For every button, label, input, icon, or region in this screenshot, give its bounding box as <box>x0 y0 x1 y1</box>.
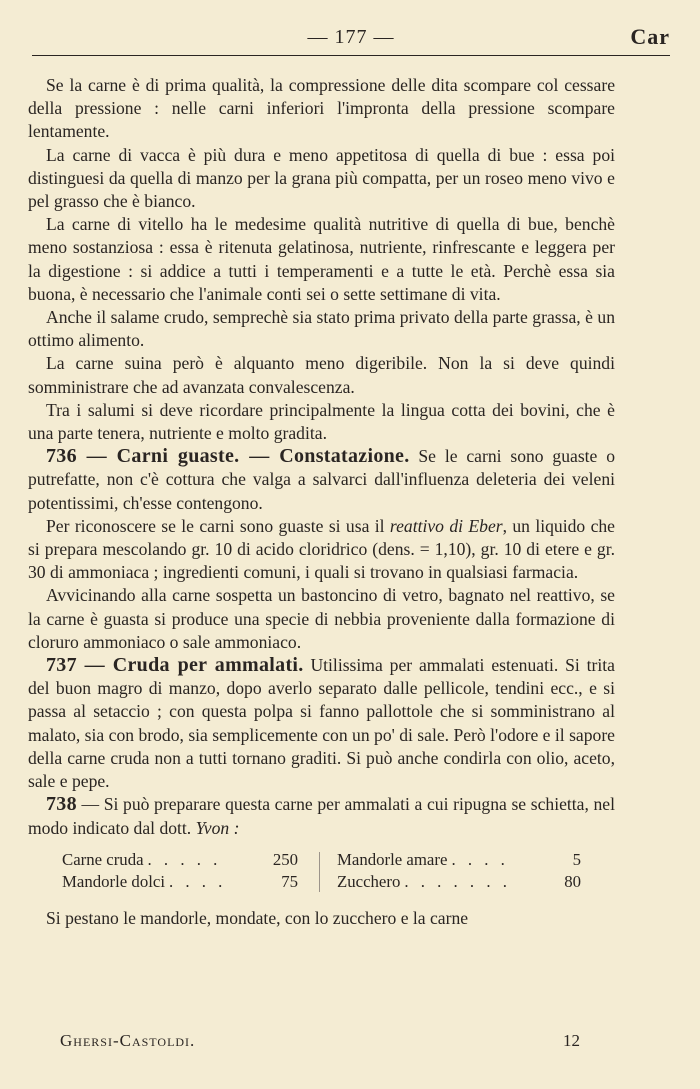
ingredient-row <box>62 849 298 871</box>
signature-mark: 12 <box>563 1031 580 1050</box>
guide-word: Car <box>630 24 670 49</box>
paragraph: Tra i salumi si deve ricordare principalmente la lingua cotta dei bovini, che è una parte tenera, nutriente e molto gradita. <box>28 399 615 444</box>
ingredient-qty: 250 <box>272 849 298 869</box>
section-text: — Si può preparare questa carne per ammalati a cui ripugna se schietta, nel modo indicato dal dott. <box>28 794 615 838</box>
section-736 <box>28 445 615 515</box>
section-heading: 736 — Carni guaste. — Constatazione. <box>46 445 410 468</box>
ingredient-table <box>28 849 615 895</box>
leader-dots: . . . . . . . <box>404 871 511 891</box>
page-body <box>28 74 615 930</box>
ingredient-row <box>62 871 298 893</box>
ingredient-name: Mandorle dolci <box>62 871 165 891</box>
section-text: Se le carni sono guaste o putrefatte, non c'è cottura che valga a salvarci dall'influenza deleteria dei veleni potentissimi, ch'esse contengono. <box>28 446 615 513</box>
leader-dots: . . . . . <box>147 849 222 869</box>
paragraph: Si pestano le mandorle, mondate, con lo zucchero e la carne <box>46 907 469 928</box>
paragraph <box>28 515 615 585</box>
paragraph: Avvicinando alla carne sospetta un bastoncino di vetro, bagnato nel reattivo, se la carne è guasta si produce una specie di nebbia proveniente dalla formazione di cloruro ammoniaco o sale ammoniaco. <box>28 585 615 652</box>
running-header <box>32 22 670 50</box>
section-heading: 737 — Cruda per ammalati. <box>46 654 304 677</box>
paragraph-text: , un liquido che si prepara mescolando gr. 10 di acido cloridrico (dens. = 1,10), gr. 10 di etere e gr. 30 di ammoniaca ; ingredienti comuni, i quali si trovano in qualsiasi farmacia. <box>28 515 615 583</box>
paragraph: Se la carne è di prima qualità, la compressione delle dita scompare col cessare della pressione : nelle carni inferiori l'impronta della pressione scompare lentamente. <box>28 75 615 142</box>
section-737 <box>28 654 615 793</box>
page-footer <box>60 1031 580 1055</box>
paragraph: La carne di vacca è più dura e meno appetitosa di quella di bue : essa poi distinguesi da quella di manzo per la grana più compatta, per un roseo meno vivo e pel grasso che è bianco. <box>28 144 615 212</box>
section-number: 738 <box>46 793 77 816</box>
author-name: Yvon : <box>195 817 240 838</box>
ingredient-qty: 80 <box>564 871 581 891</box>
footer-author: Ghersi-Castoldi. <box>60 1031 196 1050</box>
paragraph-text: Per riconoscere se le carni sono guaste si usa il <box>46 515 390 536</box>
section-text: Utilissima per ammalati estenuati. Si trita del buon magro di manzo, dopo averlo separato dalle pellicole, tendini ecc., e si passa al setaccio ; con questa polpa si fanno pallottole che si somministrano al malato, sia con brodo, sia semplicemente con un po' di sale. Però l'odore e il sapore della carne cruda non a tutti tornano graditi. Si può anche condirla con olio, aceto, sale e pepe. <box>28 655 615 792</box>
ingredient-qty: 5 <box>572 849 581 869</box>
paragraph: La carne suina però è alquanto meno digeribile. Non la si deve quindi somministrare che ad avanzata convalescenza. <box>28 353 615 397</box>
ingredient-name: Carne cruda <box>62 849 144 869</box>
ingredient-column-left <box>62 849 298 893</box>
ingredient-row <box>337 871 581 893</box>
ingredient-row <box>337 849 581 871</box>
header-rule <box>32 55 670 56</box>
ingredient-column-right <box>337 849 581 893</box>
ingredient-qty: 75 <box>281 871 298 891</box>
italic-term: reattivo di Eber <box>389 515 503 536</box>
ingredient-name: Zucchero <box>337 871 401 891</box>
paragraph: La carne di vitello ha le medesime qualità nutritive di quella di bue, benchè meno sostanziosa : essa è ritenuta gelatinosa, nutriente, rinfrescante e leggera per la digestione : si addice a tutti i temperamenti e a tutte le età. Perchè essa sia buona, è necessario che l'animale conti sei o sette settimane di vita. <box>28 214 615 304</box>
paragraph: Anche il salame crudo, semprechè sia stato prima privato della parte grassa, è un ottimo alimento. <box>28 307 615 351</box>
column-divider <box>319 852 320 892</box>
section-738 <box>28 793 615 839</box>
ingredient-name: Mandorle amare <box>337 849 448 869</box>
leader-dots: . . . . <box>451 849 509 869</box>
leader-dots: . . . . <box>169 871 227 891</box>
page-number: — 177 — <box>307 26 395 48</box>
